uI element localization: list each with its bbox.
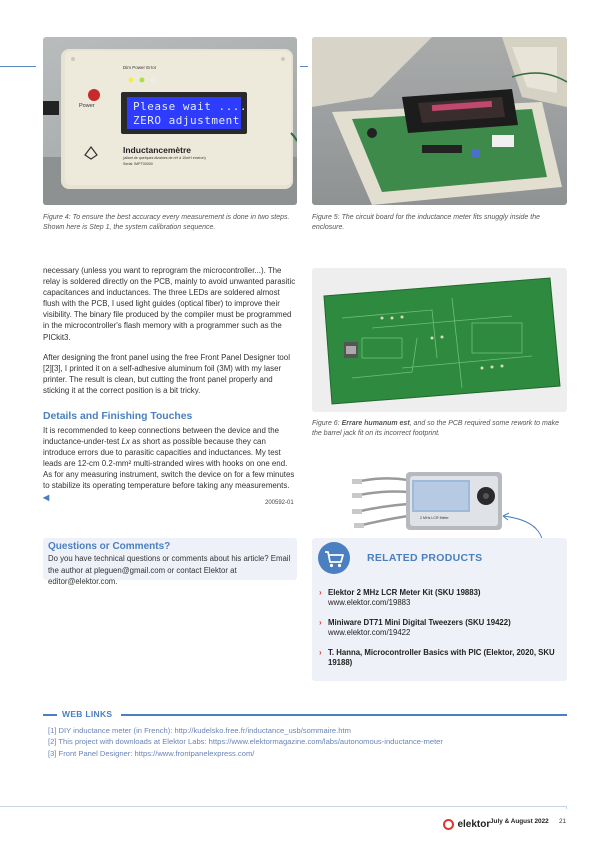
pcb-image <box>312 268 567 412</box>
related-products-box <box>312 538 567 681</box>
article-body <box>43 265 297 405</box>
weblinks-title: WEB LINKS <box>62 709 113 719</box>
margin-rule-left <box>0 66 36 67</box>
figure-6-caption-prefix: Figure 6: <box>312 420 342 427</box>
shopping-cart-icon <box>318 542 350 574</box>
paragraph-1: necessary (unless you want to reprogram the microcontroller...). The relay is soldered directly on the PCB, mainly to avoid unwanted parasitic capacitances and inductances. The three LEDs are soldered almost flush with the PCB, I used light guides (optical fiber) to improve their visibility. The binary file produced by the compiler must be programmed in the microcontroller's flash memory with a programmer such as the PICkit3. <box>43 266 296 342</box>
lx-symbol: Lx <box>121 437 130 447</box>
weblinks-rule-left <box>43 714 57 716</box>
questions-body: Do you have technical questions or comments about his article? Email the author at pleguen@gmail.com or contact Elektor at editor@elektor.com. <box>48 554 291 587</box>
device-serial: Serial: IMPT00000 <box>123 162 153 166</box>
weblink-1[interactable]: [1] DIY inductance meter (in French): http://kudelsko.free.fr/inductance_usb/sommaire.htm <box>48 726 351 735</box>
related-item-2[interactable] <box>319 618 558 638</box>
paragraph-3-text-a: It is recommended to keep connections between the device and the inductance-under-test <box>43 426 279 447</box>
chevron-right-icon: › <box>319 588 322 597</box>
figure-6-caption <box>312 419 567 438</box>
power-label: Power <box>79 103 95 109</box>
questions-title: Questions or Comments? <box>48 541 171 552</box>
questions-box <box>43 538 297 587</box>
figure-6-caption-bold: Errare humanum est <box>341 420 410 427</box>
open-enclosure-image <box>312 37 567 205</box>
footer-issue: July & August 2022 <box>490 818 549 825</box>
related-item-1-url[interactable]: www.elektor.com/19883 <box>328 598 411 607</box>
page-number: 21 <box>559 818 567 825</box>
figure-5-caption: Figure 5: The circuit board for the inductance meter fits snuggly inside the enclosure. <box>312 214 541 231</box>
figure-4-photo <box>43 37 297 205</box>
weblink-3[interactable]: [3] Front Panel Designer: https://www.frontpanelexpress.com/ <box>48 748 255 758</box>
related-item-2-url[interactable]: www.elektor.com/19422 <box>328 628 411 637</box>
device-subtitle: (allant de quelques dizaines de nH à 10mH environ) <box>123 156 206 160</box>
section-heading: Details and Finishing Touches <box>43 411 193 422</box>
paragraph-3-text-b: as short as possible because they can introduce errors due to parasitic capacities and inductances. My test leads are 12-cm 0.2-mm² multi-stranded wires with hooks on one end. As for any measuring instrument, switch the device on for a few minutes to stabilize its operating temperature before taking any measurements. <box>43 437 295 491</box>
figure-6-photo <box>312 268 567 412</box>
related-item-2-title: Miniware DT71 Mini Digital Tweezers (SKU 19422) <box>328 618 511 627</box>
lcr-meter-product-image <box>352 466 512 534</box>
end-mark-icon: ◀ <box>43 492 50 502</box>
weblink-2[interactable]: [2] This project with downloads at Elektor Labs: https://www.elektormagazine.com/labs/autonomous-inductance-meter <box>48 737 443 747</box>
led-labels: Dim Power Error <box>123 65 157 70</box>
article-id: 200592-01 <box>265 500 294 506</box>
lcd-line-1: Please wait .... <box>133 100 247 113</box>
footer-rule <box>0 806 567 807</box>
related-item-1[interactable] <box>319 588 558 608</box>
figure-6-caption-rest: , and so the PCB required some rework to make the barrel jack fit on its incorrect footprint. <box>312 420 560 437</box>
weblinks-list <box>48 725 567 759</box>
related-item-1-title: Elektor 2 MHz LCR Meter Kit (SKU 19883) <box>328 588 481 597</box>
chevron-right-icon: › <box>319 648 322 657</box>
lcr-meter-illustration <box>352 466 512 534</box>
related-item-3[interactable] <box>319 648 556 668</box>
footer-tick <box>566 806 567 809</box>
figure-4-caption: Figure 4: To ensure the best accuracy every measurement is done in two steps. Shown here is Step 1, the system calibration sequence. <box>43 214 290 231</box>
lcr-meter-label: 2 MHz LCR Meter <box>420 516 449 520</box>
paragraph-2: After designing the front panel using the free Front Panel Designer tool [2][3], I printed it on a self-adhesive aluminum foil (3M) with my laser printer. The result is clean, but cutting the front panel properly and sticking it at the correct position is a bit tricky. <box>43 352 290 395</box>
device-title: Inductancemètre <box>123 145 192 155</box>
related-item-3-title: T. Hanna, Microcontroller Basics with PIC (Elektor, 2020, SKU 19188) <box>328 648 555 667</box>
margin-rule-mid <box>300 66 308 67</box>
elektor-logo <box>443 816 490 830</box>
elektor-brand: elektor <box>457 819 491 831</box>
cart-badge <box>318 542 350 574</box>
paragraph-3 <box>43 425 297 503</box>
chevron-right-icon: › <box>319 618 322 627</box>
related-title: RELATED PRODUCTS <box>367 552 483 564</box>
elektor-logo-icon <box>443 819 454 830</box>
lcd-line-2: ZERO adjustment <box>133 114 240 127</box>
figure-5-photo <box>312 37 567 205</box>
weblinks-rule-right <box>121 714 567 716</box>
